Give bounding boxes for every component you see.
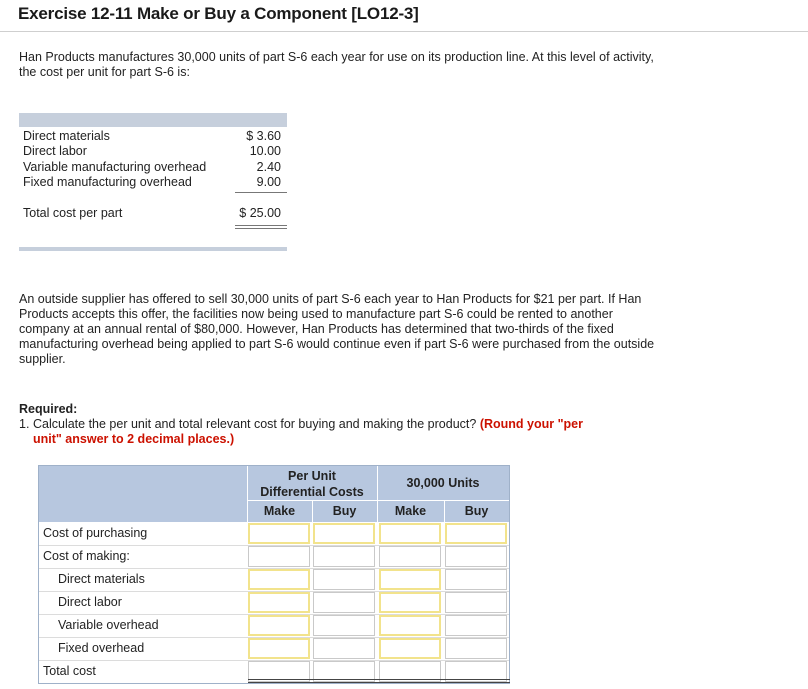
answer-grid (38, 465, 510, 684)
buy-total-variable-overhead-cell (445, 615, 507, 636)
row-value: 10.00 (249, 144, 281, 158)
col-make-per-unit: Make (263, 504, 296, 518)
header-divider (247, 500, 509, 501)
col-make-total: Make (394, 504, 427, 518)
buy-per-unit-purchasing-input[interactable] (313, 523, 375, 544)
col-buy-per-unit: Buy (332, 504, 357, 518)
make-total-variable-overhead-input[interactable] (379, 615, 441, 636)
row-value: 9.00 (256, 175, 281, 189)
buy-total-purchasing-input[interactable] (445, 523, 507, 544)
row-label-total-cost: Total cost (43, 664, 96, 678)
per-unit-header-line1: Per Unit (288, 469, 336, 483)
title-divider (0, 31, 808, 32)
supplier-offer-paragraph: An outside supplier has offered to sell 30,000 units of part S-6 each year to Han Products for $21 per part. If Han Products accepts this offer, the facilities now being used to manufacture part S-6 could be rented to another company at an annual rental of $80,000. However, Han Products has determined that two-thirds of the fixed manufacturing overhead being applied to part S-6 would continue even if part S-6 were purchased from the outside supplier. (19, 292, 655, 366)
buy-per-unit-direct-labor-cell (313, 592, 375, 613)
make-per-unit-making-cell (248, 546, 310, 567)
row-label-direct-labor: Direct labor (58, 595, 122, 609)
buy-total-direct-labor-cell (445, 592, 507, 613)
units-header: 30,000 Units (406, 476, 480, 490)
buy-total-making-cell (445, 546, 507, 567)
total-label: Total cost per part (23, 206, 123, 220)
table-total-row (23, 206, 287, 221)
total-double-underline-top (235, 225, 287, 226)
row-label-cost-of-making: Cost of making: (43, 549, 130, 563)
row-label: Direct labor (23, 144, 87, 158)
row-label: Variable manufacturing overhead (23, 160, 207, 174)
buy-total-direct-materials-cell (445, 569, 507, 590)
per-unit-header-line2: Differential Costs (260, 485, 364, 499)
make-per-unit-direct-materials-input[interactable] (248, 569, 310, 590)
make-total-making-cell (379, 546, 441, 567)
page-title: Exercise 12-11 Make or Buy a Component [LO12-3] (18, 4, 419, 23)
make-total-purchasing-input[interactable] (379, 523, 441, 544)
make-total-direct-labor-input[interactable] (379, 592, 441, 613)
buy-per-unit-making-cell (313, 546, 375, 567)
make-total-fixed-overhead-input[interactable] (379, 638, 441, 659)
row-label: Fixed manufacturing overhead (23, 175, 192, 189)
make-per-unit-purchasing-input[interactable] (248, 523, 310, 544)
rounding-hint: (Round your "per (479, 417, 583, 431)
table-footer-band (19, 247, 287, 251)
rounding-hint-continued: unit" answer to 2 decimal places.) (33, 432, 235, 446)
buy-per-unit-variable-overhead-cell (313, 615, 375, 636)
table-row (23, 129, 287, 144)
total-value: $ 25.00 (239, 206, 281, 220)
row-label-variable-overhead: Variable overhead (58, 618, 159, 632)
row-label-cost-of-purchasing: Cost of purchasing (43, 526, 148, 540)
col-buy-total: Buy (464, 504, 489, 518)
table-row (23, 144, 287, 159)
table-header-band (19, 113, 287, 127)
make-per-unit-direct-labor-input[interactable] (248, 592, 310, 613)
row-value: 2.40 (256, 160, 281, 174)
table-row (23, 160, 287, 175)
make-per-unit-variable-overhead-input[interactable] (248, 615, 310, 636)
make-per-unit-fixed-overhead-input[interactable] (248, 638, 310, 659)
buy-total-fixed-overhead-cell (445, 638, 507, 659)
row-value: $ 3.60 (246, 129, 281, 143)
row-label: Direct materials (23, 129, 110, 143)
table-row (23, 175, 287, 190)
required-section (19, 402, 583, 447)
question-number: 1. (19, 417, 30, 431)
intro-paragraph: Han Products manufactures 30,000 units of part S-6 each year for use on its production line. At this level of activity, the cost per unit for part S-6 is: (19, 50, 654, 79)
make-total-direct-materials-input[interactable] (379, 569, 441, 590)
total-double-rule (248, 679, 510, 683)
buy-per-unit-direct-materials-cell (313, 569, 375, 590)
required-heading: Required: (19, 402, 78, 416)
per-unit-header (247, 468, 377, 500)
subtotal-underline (235, 192, 287, 193)
row-label-direct-materials: Direct materials (58, 572, 145, 586)
buy-per-unit-fixed-overhead-cell (313, 638, 375, 659)
row-label-fixed-overhead: Fixed overhead (58, 641, 145, 655)
question-text: Calculate the per unit and total relevant cost for buying and making the product? (33, 417, 477, 431)
required-question (19, 417, 583, 432)
total-double-underline-bottom (235, 228, 287, 229)
